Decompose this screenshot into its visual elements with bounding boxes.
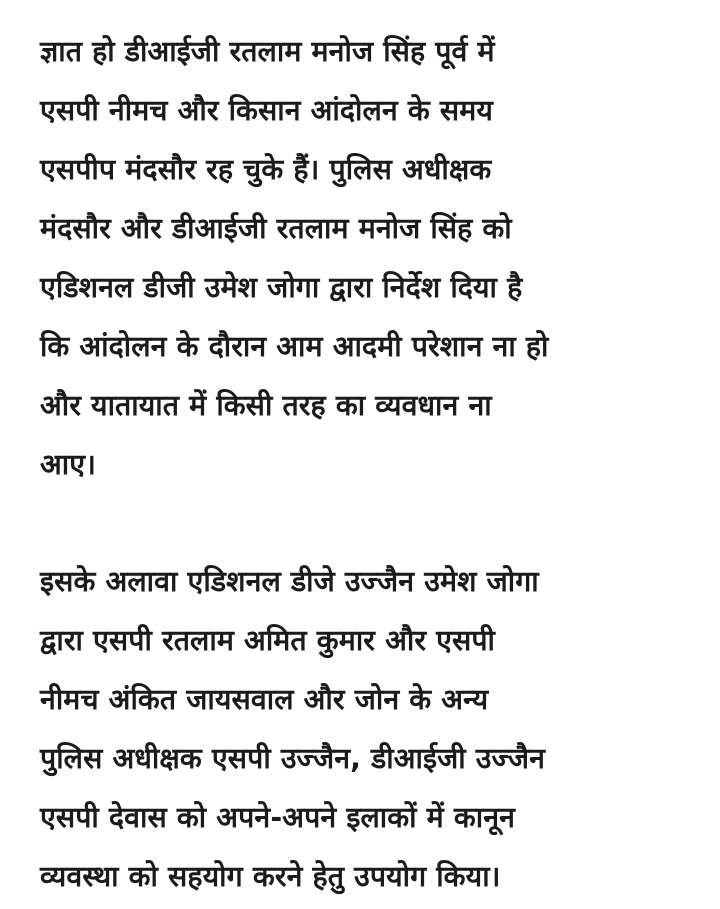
text-line: कि आंदोलन के दौरान आम आदमी परेशान ना हो: [40, 330, 549, 363]
text-line: एसपी नीमच और किसान आंदोलन के समय: [40, 94, 494, 127]
article-body: [40, 22, 700, 906]
text-line: एसपी देवास को अपने-अपने इलाकों में कानून: [40, 801, 516, 834]
text-line: एडिशनल डीजी उमेश जोगा द्वारा निर्देश दिया है: [40, 271, 523, 304]
text-line: आए।: [40, 448, 96, 481]
text-line: व्यवस्था को सहयोग करने हेतु उपयोग किया।: [40, 860, 501, 893]
text-line: पुलिस अधीक्षक एसपी उज्जैन, डीआईजी उज्जैन: [40, 742, 546, 775]
paragraph-2: [40, 552, 700, 906]
text-line: द्वारा एसपी रतलाम अमित कुमार और एसपी: [40, 624, 496, 657]
text-line: इसके अलावा एडिशनल डीजे उज्जैन उमेश जोगा: [40, 565, 539, 598]
paragraph-1: [40, 22, 700, 494]
text-line: एसपीप मंदसौर रह चुके हैं। पुलिस अधीक्षक: [40, 153, 492, 186]
text-line: नीमच अंकित जायसवाल और जोन के अन्य: [40, 683, 489, 716]
text-line: मंदसौर और डीआईजी रतलाम मनोज सिंह को: [40, 212, 512, 245]
text-line: और यातायात में किसी तरह का व्यवधान ना: [40, 389, 492, 422]
text-line: ज्ञात हो डीआईजी रतलाम मनोज सिंह पूर्व में: [40, 35, 495, 68]
paragraph-spacer: [40, 494, 700, 552]
